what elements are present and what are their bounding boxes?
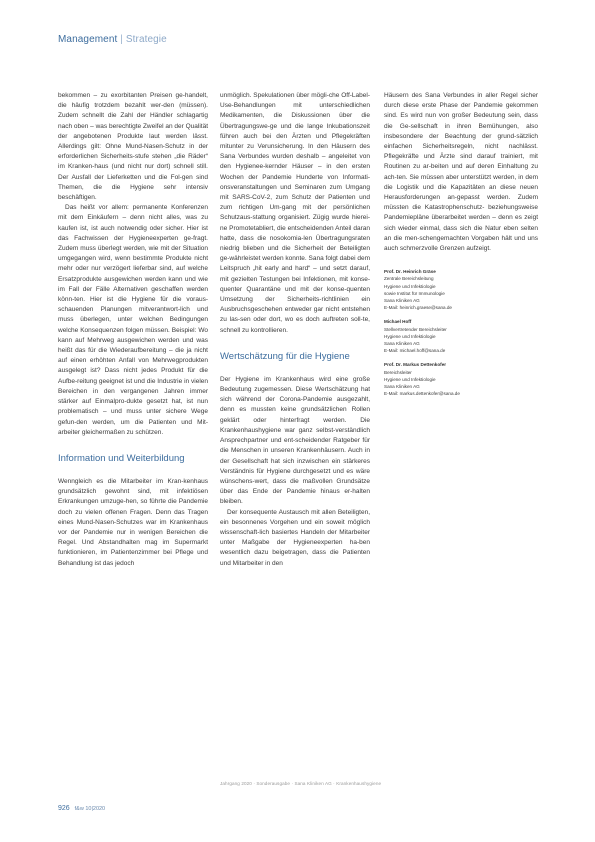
paragraph: Der Hygiene im Krankenhaus wird eine große Bedeutung zugemessen. Diese Wertschätzung hat sich während der Corona-Pandemie ausgezahlt, denn es mussten keine grundsätzlichen Rollen geklärt oder hinterfragt werden. Die Krankenhaushygiene war ganz selbst-verständlich Ansprechpartner und ent-scheidender Ratgeber für die Menschen in unseren Krankenhäusern. Auch in der Gesellschaft hat sich inzwischen ein stärkeres Verständnis für Hygiene durchgesetzt und es wäre wünschens-wert, dass die maßvollen Grundsätze über das Ende der Pandemie hinaus er-halten bleiben. bbox=[220, 375, 370, 506]
author-email[interactable]: E-Mail: heinrich.graese@sana.de bbox=[384, 305, 452, 311]
author-block bbox=[384, 361, 538, 397]
author-dept: Hygiene und Infektiologie bbox=[384, 376, 436, 382]
text-column-3 bbox=[384, 91, 538, 405]
paragraph: unmöglich. Spekulationen über mögli-che Off-Label-Use-Behandlungen mit unterschiedlichen Medikamenten, die Diskussionen über die Übertragungswe-ge und die lange Inkubationszeit führen auch bei den Ärzten und Pflegekräften mitunter zu Verunsicherung. In den Häusern des Sana Verbundes wurden deshalb – angeleitet von den Hygienee-kernder Häuser – in den ersten Wochen der Pandemie Hunderte von Informati-onsveranstaltungen und Seminaren zum Umgang mit SARS-CoV-2, zum Schutz der Patienten und zum richtigen Um-gang mit der persönlichen Schutzaus-stattung organisiert. Zügig wurde hierei-ne Promotetabliert, die entscheidenden Anteil daran hatte, dass die nosokomia-len Übertragungsraten niedrig blieben und die Sicherheit der Beteiligten ge-währleistet werden konnte. Sana folgt dabei dem Leitspruch „hit early and hard“ – und setzt darauf, mit gezielten Testungen bei Infektionen, mit konse-quenter Quarantäne und mit der konse-quenten Umsetzung der Sicherheits-richtlinien ein Ausbruchsgeschehen entweder gar nicht entstehen zu las-sen oder dort, wo es doch auftreten soll-te, schnell zu kontrollieren. bbox=[220, 92, 370, 334]
author-info bbox=[384, 268, 538, 397]
author-role: Bereichsleiter bbox=[384, 369, 412, 375]
author-email[interactable]: E-Mail: michael.hoff@sana.de bbox=[384, 348, 446, 354]
paragraph: Häusern des Sana Verbundes in aller Regel sicher durch diese erste Phase der Pandemie gekommen sind. Es wird nun von großer Bedeutung sein, dass die Ge-sellschaft in ihren Bemühungen, also insbesondere der Beachtung der grund-sätzlich einfachen Sicherheitsregeln, nicht nachlässt. Pflegekräfte und Ärzte sind darauf trainiert, mit Routinen zu ar-beiten und auf deren Einhaltung zu ach-ten. Sie müssen aber unterstützt werden, in dem die Logistik und die Kapazitäten an diese neuen Herausforderungen an-gepasst werden. Zudem müssten die Katastrophenschutz- beziehungsweise Pandemiepläne überarbeitet werden – denn es zeigt sich wieder einmal, dass sich die Natur eben selten an die men-schengemachten Vorgaben hält und uns auch schmerzvolle Grenzen aufzeigt. bbox=[384, 92, 538, 253]
paragraph: Der konsequente Austausch mit allen Beteiligten, ein besonnenes Vorgehen und ein soweit möglich wissenschaft-lich basiertes Handeln der Mitarbeiter unter Maßgabe der Hygieneexperten ha-ben wesentlich dazu beigetragen, dass die Patienten und Mitarbeiter in den bbox=[220, 508, 370, 567]
author-dept: Hygiene und Infektiologie bbox=[384, 283, 436, 289]
author-name: Prof. Dr. Heinrich Gräse bbox=[384, 269, 436, 275]
author-dept: Hygiene und Infektiologie bbox=[384, 333, 436, 339]
page-number: 926 bbox=[58, 805, 70, 812]
author-company: Sana Kliniken AG bbox=[384, 341, 420, 347]
page-header bbox=[58, 34, 167, 45]
subsection-label: Strategie bbox=[125, 34, 167, 45]
header-separator: | bbox=[120, 34, 123, 45]
paragraph: Das heißt vor allem: permanente Konferenzen mit dem Einkäufern – denn nicht alles, was zu kaufen ist, ist auch notwendig oder sicher. Hier ist das Fachwissen der Hygieneexperten ge-fragt. Zudem muss überlegt werden, wie mit der Situation umgegangen wird, wenn bestimmte Produkte nicht mehr oder nur verzögert lieferbar sind, auf welche Ersatzprodukte ausgewichen werden kann und wie im Fall der Fälle Alternativen geschaffen werden könn-ten. Hier ist die Hygiene für die voraus-schauenden Planungen mitverantwort-lich und muss überlegen, unter welchen Bedingungen welche Konsequenzen folgen müssen. Beispiel: Wo kann auf Mehrweg ausgewichen werden und was heißt das für die Wiederaufbereitung – die ja nicht auf einen erhöhten Anfall von Mehrwegprodukten ausgelegt ist? Dass nicht jedes Produkt für die Aufbe-reitung geeignet ist und die Industrie in vielen Bereichen in den vergangenen Jahren immer stärker auf Einmalpro-dukte gesetzt hat, ist nun problematisch – und muss unter sichere Wege gefun-den werden, um die Patienten und Mit-arbeiter gleichermaßen zu schützen. bbox=[58, 204, 208, 436]
author-block bbox=[384, 268, 538, 311]
magazine-name: f&w 10|2020 bbox=[74, 806, 106, 812]
paragraph: bekommen – zu exorbitanten Preisen ge-handelt, die häufig trotzdem bezahlt wer-den (müssen). Zudem schnellt die Zahl der Händler schlagartig nach oben – was berechtigte Zweifel an der Qualität der angebotenen Produkte laut werden lässt. Allerdings gilt: Ohne Mund-Nasen-Schutz in der erforderlichen Sicherheits-stufe stehen „die Räder“ im Kranken-haus (und nicht nur dort) schnell still. Der Ausfall der Lieferketten und die Fol-gen sind Themen, die die Hygiene sehr intensiv beschäftigen. bbox=[58, 92, 208, 202]
author-email[interactable]: E-Mail: markus.dettenkofer@sana.de bbox=[384, 391, 460, 397]
paragraph: Wenngleich es die Mitarbeiter im Kran-kenhaus grundsätzlich gewohnt sind, mit infektiösen Erkrankungen umzuge-hen, so führte die Pandemie doch zu vielen offenen Fragen. Denn das Tragen eines Mund-Nasen-Schutzes war im Krankenhaus vor der Pandemie nur in wenigen Bereichen die Regel. Und Abstandhalten mag im Supermarkt funktionieren, im Patientenzimmer bei Pflege und Behandlung ist das jedoch bbox=[58, 477, 208, 567]
page-footer bbox=[58, 805, 105, 812]
author-block bbox=[384, 318, 538, 354]
text-column-2 bbox=[220, 91, 370, 569]
section-label: Management bbox=[58, 34, 118, 45]
section-heading: Wertschätzung für die Hygiene bbox=[220, 350, 350, 362]
text-column-1 bbox=[58, 91, 208, 569]
author-company: Sana Kliniken AG bbox=[384, 298, 420, 304]
author-extra: sowie Institut für Immunologie bbox=[384, 290, 445, 296]
author-name: Prof. Dr. Markus Dettenkofer bbox=[384, 362, 447, 368]
author-role: Zentrale Bereichsleitung bbox=[384, 276, 434, 282]
section-heading: Information und Weiterbildung bbox=[58, 452, 185, 464]
author-name: Michael Hoff bbox=[384, 319, 412, 325]
author-company: Sana Kliniken AG bbox=[384, 384, 420, 390]
footer-note: Jahrgang 2020 · Sonderausgabe · Sana Kliniken AG · Krankenhaushygiene bbox=[220, 781, 382, 786]
author-role: Stellvertretender Bereichsleiter bbox=[384, 326, 447, 332]
